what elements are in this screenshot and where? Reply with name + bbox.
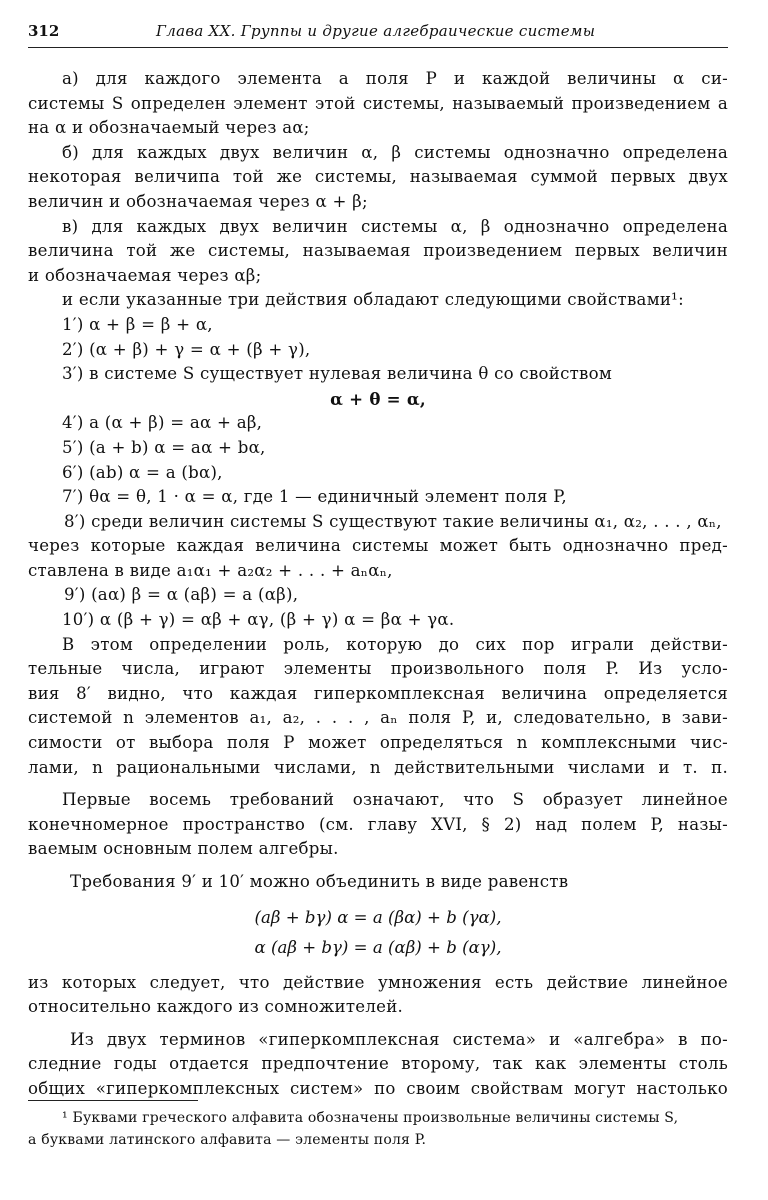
text-line: и если указанные три действия обладают следующими свойствами¹:: [62, 290, 684, 310]
text-line: Из двух терминов «гиперкомплексная система» и «алгебра» в по-: [70, 1029, 728, 1049]
text-line: и обозначаемая через αβ;: [28, 265, 262, 285]
text-line: на α и обозначаемый через aα;: [28, 118, 310, 138]
text-line: ставлена в виде a₁α₁ + a₂α₂ + . . . + aₙαₙ,: [28, 560, 393, 580]
text-line: лами, n рациональными числами, n действительными числами и т. п.: [28, 757, 728, 777]
text-line: Требования 9′ и 10′ можно объединить в виде равенств: [70, 872, 569, 891]
property-line: 8′) среди величин системы S существуют такие величины α₁, α₂, . . . , αₙ,: [64, 511, 722, 531]
footnote-line: а буквами латинского алфавита — элементы поля P.: [28, 1132, 427, 1148]
text-line: системой n элементов a₁, a₂, . . . , aₙ поля P, и, следовательно, в зави-: [28, 708, 728, 728]
text-line: ваемым основным полем алгебры.: [28, 839, 339, 859]
text-line: симости от выбора поля P может определяться n комплексными чис-: [28, 733, 728, 753]
text-line: некоторая величипа той же системы, называемая суммой первых двух: [28, 167, 728, 187]
text-line: В этом определении роль, которую до сих пор играли действи-: [62, 634, 728, 654]
property-line: 5′) (a + b) α = aα + bα,: [62, 437, 266, 457]
text-line: в) для каждых двух величин системы α, β однозначно определена: [62, 216, 728, 236]
text-line: через которые каждая величина системы может быть однозначно пред-: [28, 536, 728, 556]
header-rule: [28, 47, 728, 48]
text-line: величина той же системы, называемая произведением первых величин: [28, 241, 728, 261]
page-body: [28, 67, 728, 1102]
text-line: вия 8′ видно, что каждая гиперкомплексная величина определяется: [28, 683, 728, 703]
display-formula: α + θ = α,: [330, 388, 426, 409]
text-line: Первые восемь требований означают, что S образует линейное: [62, 790, 728, 810]
footnote-line: ¹ Буквами греческого алфавита обозначены произвольные величины системы S,: [62, 1110, 679, 1126]
footnote-rule: [28, 1100, 198, 1101]
running-header: [28, 22, 728, 48]
text-line: относительно каждого из сомножителей.: [28, 997, 404, 1017]
property-line: 1′) α + β = β + α,: [62, 314, 213, 334]
property-line: 3′) в системе S существует нулевая величина θ со свойством: [62, 364, 613, 384]
text-line: из которых следует, что действие умножения есть действие линейное: [28, 972, 728, 992]
running-title: Глава XX. Группы и другие алгебраические системы: [156, 22, 596, 40]
text-line: величин и обозначаемая через α + β;: [28, 191, 368, 211]
property-line: 9′) (aα) β = α (aβ) = a (αβ),: [64, 585, 299, 605]
text-line: конечномерное пространство (см. главу XVI, § 2) над полем P, назы-: [28, 814, 728, 834]
display-formula: α (aβ + bγ) = a (αβ) + b (αγ),: [254, 937, 502, 957]
property-line: 4′) a (α + β) = aα + aβ,: [62, 413, 263, 433]
display-formula: (aβ + bγ) α = a (βα) + b (γα),: [254, 907, 502, 927]
text-line: следние годы отдается предпочтение второму, так как элементы столь: [28, 1054, 728, 1074]
property-line: 6′) (ab) α = a (bα),: [62, 462, 223, 482]
text-line: общих «гиперкомплексных систем» по своим свойствам могут настолько: [28, 1078, 728, 1098]
property-line: 10′) α (β + γ) = αβ + αγ, (β + γ) α = βα + γα.: [62, 610, 455, 630]
footnotes: [28, 1107, 728, 1151]
page-number: 312: [28, 22, 60, 40]
property-line: 7′) θα = θ, 1 · α = α, где 1 — единичный элемент поля P,: [62, 487, 567, 507]
property-line: 2′) (α + β) + γ = α + (β + γ),: [62, 339, 311, 359]
text-line: системы S определен элемент этой системы, называемый произведением a: [28, 93, 728, 113]
text-line: б) для каждых двух величин α, β системы однозначно определена: [62, 142, 728, 162]
text-line: тельные числа, играют элементы произвольного поля P. Из усло-: [28, 659, 728, 679]
text-line: а) для каждого элемента a поля P и каждой величины α си-: [62, 69, 728, 88]
